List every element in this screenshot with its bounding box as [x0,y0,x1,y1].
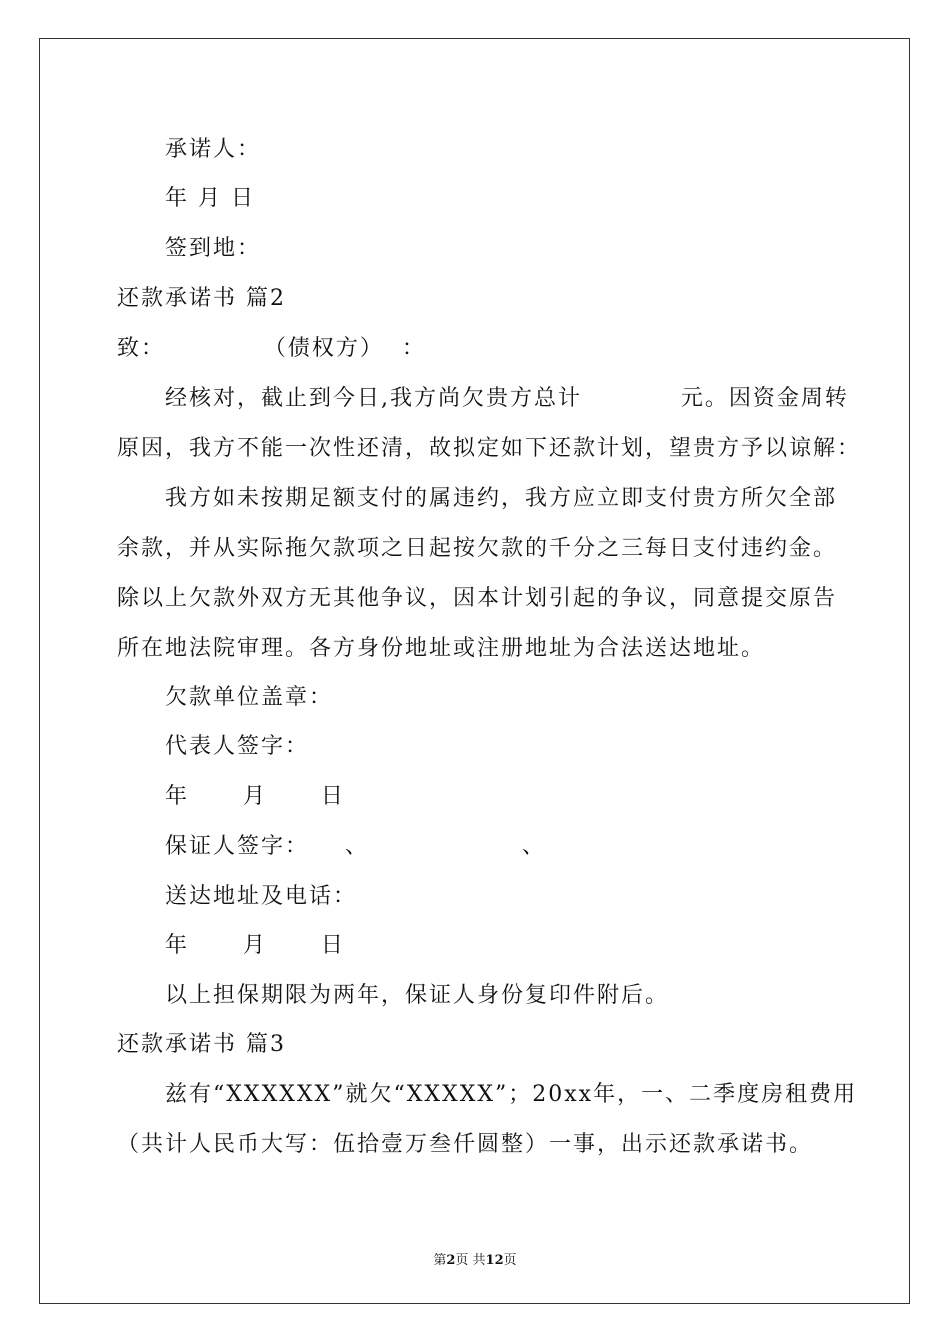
text-line: 承诺人： [165,137,262,162]
section-heading: 还款承诺书 篇2 [117,286,286,311]
text-line: 经核对，截止到今日,我方尚欠贵方总计 元。因资金周转 [165,386,849,411]
text-line: 余款，并从实际拖欠款项之日起按欠款的千分之三每日支付违约金。 [117,536,838,561]
footer-prefix: 第 [433,1253,447,1268]
text-line: 送达地址及电话： [165,884,358,909]
text-line: 签到地： [165,236,262,261]
footer-mid: 页 共 [455,1253,486,1268]
total-pages: 12 [485,1253,504,1268]
text-line: 兹有“XXXXXX”就欠“XXXXX”；20xx年，一、二季度房租费用 [165,1082,858,1107]
text-line: （共计人民币大写：伍拾壹万叁仟圆整）一事，出示还款承诺书。 [117,1132,814,1157]
footer-suffix: 页 [503,1253,517,1268]
text-line: 除以上欠款外双方无其他争议，因本计划引起的争议，同意提交原告 [117,586,838,611]
text-line: 年 月 日 [165,933,345,958]
page-footer [0,1249,950,1268]
text-line: 欠款单位盖章： [165,685,334,710]
text-line: 所在地法院审理。各方身份地址或注册地址为合法送达地址。 [117,636,766,661]
text-line: 年 月 日 [165,186,255,211]
text-line: 致： （债权方） ： [117,336,426,361]
text-line: 保证人签字： 、 、 [165,834,546,859]
page-number: 2 [446,1253,456,1268]
text-line: 以上担保期限为两年，保证人身份复印件附后。 [165,983,670,1008]
text-line: 我方如未按期足额支付的属违约，我方应立即支付贵方所欠全部 [165,486,838,511]
section-heading: 还款承诺书 篇3 [117,1032,286,1057]
text-line: 代表人签字： [165,734,310,759]
page-border [39,38,910,1304]
text-line: 年 月 日 [165,784,345,809]
text-line: 原因，我方不能一次性还清，故拟定如下还款计划，望贵方予以谅解： [117,436,862,461]
